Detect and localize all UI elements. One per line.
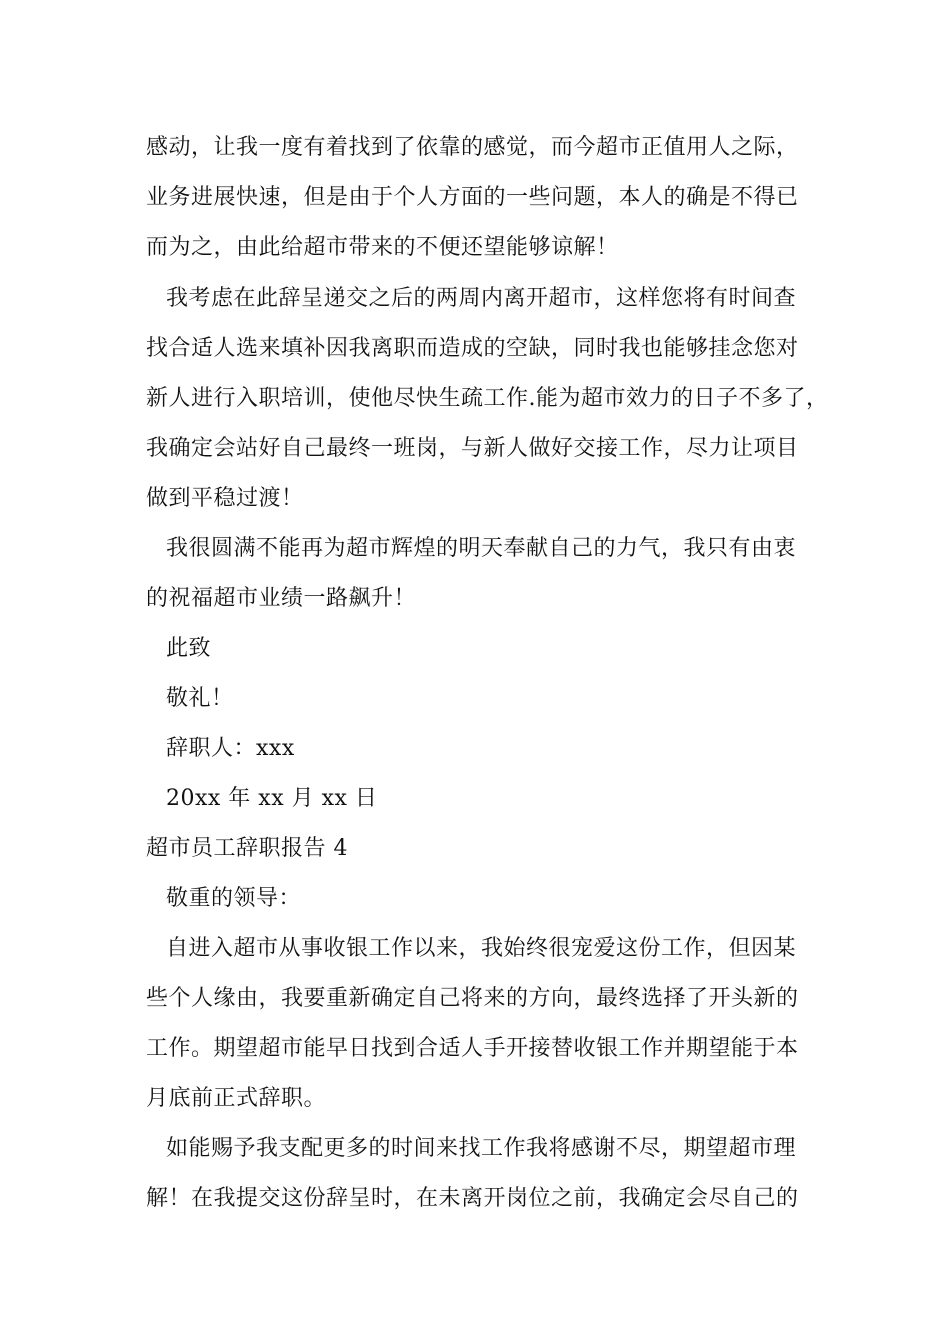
text-line: 业务进展快速，但是由于个人方面的一些问题，本人的确是不得已	[146, 185, 799, 210]
text-line: 如能赐予我支配更多的时间来找工作我将感谢不尽，期望超市理	[166, 1136, 797, 1161]
text-line: 新人进行入职培训，使他尽快生疏工作.能为超市效力的日子不多了，	[146, 386, 829, 411]
text-line: 解！在我提交这份辞呈时，在未离开岗位之前，我确定会尽自己的	[146, 1186, 799, 1211]
text-line: 我很圆满不能再为超市辉煌的明天奉献自己的力气，我只有由衷	[166, 536, 797, 561]
text-line: 月底前正式辞职。	[146, 1086, 327, 1111]
text-line: 的祝福超市业绩一路飙升！	[146, 586, 417, 611]
greeting-line: 敬重的领导：	[166, 886, 302, 911]
text-line: 些个人缘由，我要重新确定自己将来的方向，最终选择了开头新的	[146, 986, 799, 1011]
closing-respect: 敬礼！	[166, 686, 234, 711]
signature-line: 辞职人：xxx	[166, 736, 295, 761]
text-line: 工作。期望超市能早日找到合适人手开接替收银工作并期望能于本	[146, 1036, 799, 1061]
text-line: 自进入超市从事收银工作以来，我始终很宠爱这份工作，但因某	[166, 936, 797, 961]
text-line: 而为之，由此给超市带来的不便还望能够谅解！	[146, 235, 619, 260]
text-line: 做到平稳过渡！	[146, 486, 304, 511]
text-line: 感动，让我一度有着找到了依靠的感觉，而今超市正值用人之际，	[146, 135, 799, 160]
text-line: 我考虑在此辞呈递交之后的两周内离开超市，这样您将有时间查	[166, 286, 797, 311]
date-line: 20xx 年 xx 月 xx 日	[166, 786, 378, 811]
text-line: 我确定会站好自己最终一班岗，与新人做好交接工作，尽力让项目	[146, 436, 799, 461]
closing-salutation: 此致	[166, 636, 212, 661]
section-title: 超市员工辞职报告 4	[146, 836, 348, 861]
text-line: 找合适人选来填补因我离职而造成的空缺，同时我也能够挂念您对	[146, 336, 799, 361]
